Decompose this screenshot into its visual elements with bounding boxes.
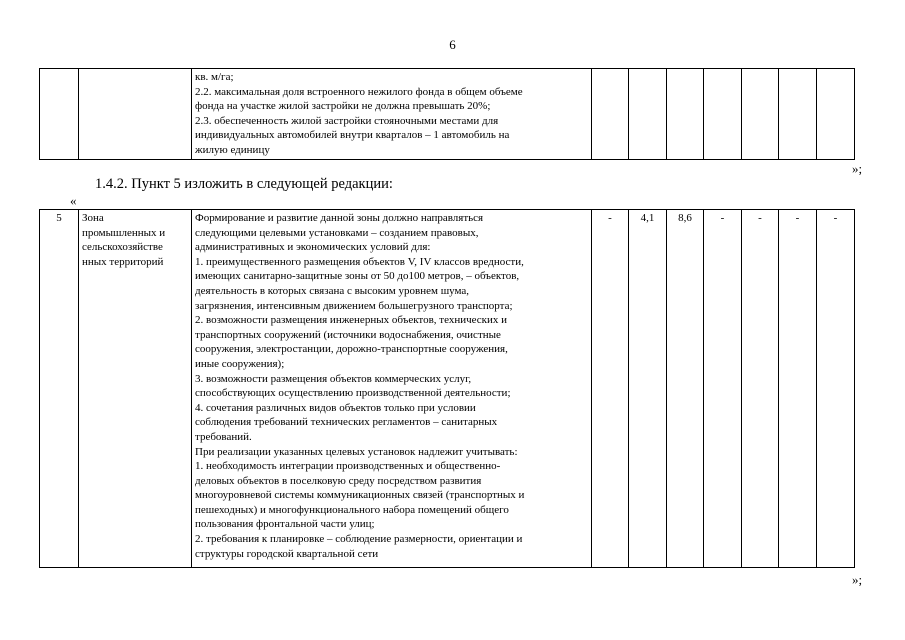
- text-line: 1. преимущественного размещения объектов V, IV классов вредности,: [195, 255, 524, 268]
- zone-name: [82, 211, 188, 269]
- closing-quote: »;: [852, 572, 863, 587]
- closing-quote: »;: [852, 161, 863, 176]
- text-line: При реализации указанных целевых установок надлежит учитывать:: [195, 445, 518, 458]
- text-line: 2. требования к планировке – соблюдение размерности, ориентации и: [195, 533, 523, 546]
- text-line: 1. необходимость интеграции производственных и общественно-: [195, 460, 501, 473]
- text-line: фонда на участке жилой застройки не должна превышать 20%;: [195, 100, 491, 113]
- cell-zone: [79, 69, 192, 160]
- text-line: Формирование и развитие данной зоны должно направляться: [195, 212, 484, 224]
- opening-quote: «: [70, 193, 77, 208]
- cell-value: [629, 69, 667, 160]
- cell-value: -: [742, 210, 779, 568]
- table-row: [40, 210, 855, 568]
- text-line: пользования фронтальной части улиц;: [195, 518, 375, 531]
- cell-number: 5: [40, 210, 79, 568]
- cell-value: [667, 69, 704, 160]
- text-line: нных территорий: [82, 255, 164, 268]
- text-line: иные сооружения);: [195, 357, 285, 370]
- cell-value: -: [704, 210, 742, 568]
- cell-value: -: [779, 210, 817, 568]
- text-line: сооружения, электростанции, дорожно-транспортные сооружения,: [195, 343, 508, 356]
- text-line: индивидуальных автомобилей внутри кварталов – 1 автомобиль на: [195, 129, 510, 142]
- cell-text: [192, 210, 592, 568]
- cell-value: 8,6: [667, 210, 704, 568]
- text-line: имеющих санитарно-защитные зоны от 50 до100 метров, – объектов,: [195, 270, 520, 283]
- text-line: 4. сочетания различных видов объектов только при условии: [195, 401, 476, 414]
- text-line: загрязнения, интенсивным движением большегрузного транспорта;: [195, 299, 513, 312]
- cell-text: [192, 69, 592, 160]
- table-zone-5: [39, 209, 855, 568]
- text-line: кв. м/га;: [195, 71, 234, 83]
- text-line: 3. возможности размещения объектов коммерческих услуг,: [195, 372, 472, 385]
- cell-value: [592, 69, 629, 160]
- text-lines: [195, 70, 588, 158]
- cell-value: [779, 69, 817, 160]
- cell-value: -: [817, 210, 855, 568]
- cell-number: [40, 69, 79, 160]
- text-lines: [195, 211, 588, 561]
- text-line: административных и экономических условий для:: [195, 241, 431, 254]
- table-row: [40, 69, 855, 160]
- text-line: сельскохозяйстве: [82, 241, 163, 254]
- text-line: жилую единицу: [195, 143, 270, 156]
- text-line: 2.2. максимальная доля встроенного нежилого фонда в общем объеме: [195, 85, 523, 98]
- text-line: следующими целевыми установками – созданием правовых,: [195, 226, 479, 239]
- cell-value: -: [592, 210, 629, 568]
- text-line: деятельность в которых связана с высоким уровнем шума,: [195, 284, 470, 297]
- text-line: многоуровневой системы коммуникационных связей (транспортных и: [195, 489, 525, 502]
- text-line: 2. возможности размещения инженерных объектов, технических и: [195, 314, 508, 327]
- cell-value: [704, 69, 742, 160]
- text-line: 2.3. обеспеченность жилой застройки стояночными местами для: [195, 114, 499, 127]
- text-line: Зона: [82, 212, 104, 224]
- text-line: способствующих осуществлению производственной деятельности;: [195, 387, 511, 400]
- text-line: транспортных сооружений (источники водоснабжения, очистные: [195, 328, 501, 341]
- text-line: пешеходных) и многофункционального набора помещений общего: [195, 503, 509, 516]
- page-number: 6: [449, 37, 456, 52]
- cell-value: [817, 69, 855, 160]
- amendment-paragraph: 1.4.2. Пункт 5 изложить в следующей редакции:: [95, 176, 393, 192]
- text-line: соблюдения требований технических регламентов – санитарных: [195, 416, 498, 429]
- text-line: деловых объектов в поселковую среду посредством развития: [195, 474, 482, 487]
- text-line: требований.: [195, 430, 252, 443]
- text-line: структуры городской квартальной сети: [195, 547, 379, 560]
- table-continuation: [39, 68, 855, 160]
- text-line: промышленных и: [82, 226, 166, 239]
- cell-value: [742, 69, 779, 160]
- cell-value: 4,1: [629, 210, 667, 568]
- cell-zone: [79, 210, 192, 568]
